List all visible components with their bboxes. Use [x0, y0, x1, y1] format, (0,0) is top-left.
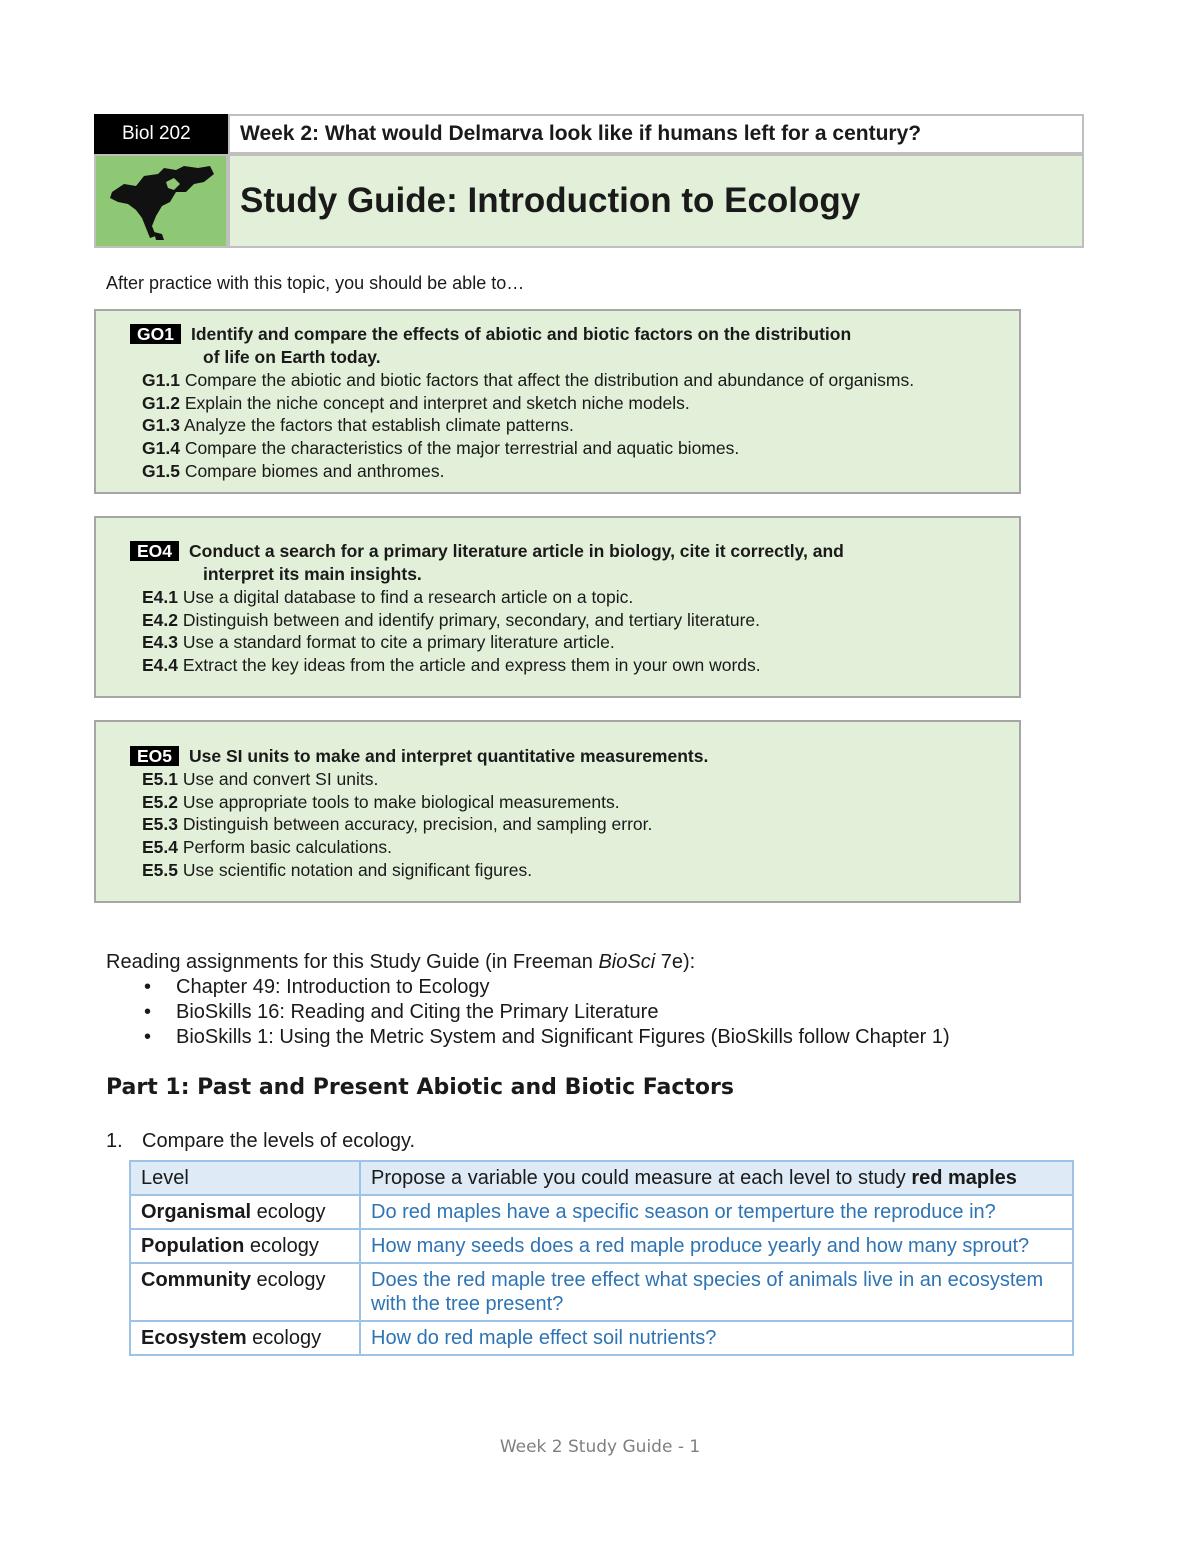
objective-heading [130, 323, 990, 369]
answer-cell[interactable]: Does the red maple tree effect what species of animals live in an ecosystem with the tree present? [360, 1263, 1073, 1321]
map-image [94, 154, 228, 248]
intro-text: After practice with this topic, you should be able to… [106, 273, 525, 293]
objective-heading-line1: Identify and compare the effects of abiotic and biotic factors on the distribution [190, 324, 852, 344]
list-item: E5.2 Use appropriate tools to make biological measurements. [142, 791, 620, 812]
objective-badge: EO4 [130, 541, 179, 561]
question-1 [106, 1130, 415, 1153]
objective-heading [130, 745, 990, 768]
list-item: E5.1 Use and convert SI units. [142, 769, 379, 789]
objective-box-eo4 [94, 516, 1021, 698]
answer-cell[interactable]: Do red maples have a specific season or temperture the reproduce in? [360, 1195, 1073, 1229]
list-item: G1.3 Analyze the factors that establish climate patterns. [142, 415, 574, 436]
objective-items [142, 369, 914, 483]
list-item: G1.5 Compare biomes and anthromes. [142, 460, 445, 481]
week-question: Week 2: What would Delmarva look like if humans left for a century? [228, 114, 1084, 154]
objective-heading-line2: of life on Earth today. [203, 347, 381, 367]
header-table [94, 114, 1084, 248]
objective-items [142, 768, 652, 882]
list-item: E5.3 Distinguish between accuracy, precision, and sampling error. [142, 814, 653, 835]
objective-heading-line1: Use SI units to make and interpret quantitative measurements. [189, 746, 709, 766]
reading-intro: Reading assignments for this Study Guide (in Freeman BioSci 7e): [106, 951, 696, 973]
list-item: E4.4 Extract the key ideas from the article and express them in your own words. [142, 655, 761, 676]
list-item: E4.1 Use a digital database to find a research article on a topic. [142, 587, 634, 607]
reading-list [106, 975, 950, 1050]
objective-heading-line1: Conduct a search for a primary literature article in biology, cite it correctly, and [189, 541, 844, 561]
table-row [130, 1195, 1073, 1229]
level-cell: Ecosystem ecology [130, 1321, 360, 1355]
course-code: Biol 202 [94, 114, 228, 154]
objective-items [142, 586, 761, 677]
level-cell: Community ecology [130, 1263, 360, 1321]
list-item: • BioSkills 16: Reading and Citing the Primary Literature [106, 1000, 950, 1025]
list-item: G1.4 Compare the characteristics of the major terrestrial and aquatic biomes. [142, 438, 740, 459]
objective-box-eo5 [94, 720, 1021, 903]
objective-heading-line2: interpret its main insights. [203, 564, 422, 584]
list-item: E5.5 Use scientific notation and significant figures. [142, 859, 533, 880]
list-item: • Chapter 49: Introduction to Ecology [106, 975, 950, 1000]
column-header-prompt: Propose a variable you could measure at each level to study red maples [360, 1161, 1073, 1195]
reading-assignments [106, 950, 950, 1050]
section-heading: Part 1: Past and Present Abiotic and Biotic Factors [106, 1075, 734, 1100]
objective-box-go1 [94, 309, 1021, 494]
list-item: • BioSkills 1: Using the Metric System and Significant Figures (BioSkills follow Chapter 1) [106, 1025, 950, 1050]
list-item: E4.3 Use a standard format to cite a primary literature article. [142, 632, 615, 653]
page-title: Study Guide: Introduction to Ecology [228, 154, 1084, 248]
objective-badge: EO5 [130, 746, 179, 766]
list-item: E5.4 Perform basic calculations. [142, 837, 392, 858]
table-header-row [130, 1161, 1073, 1195]
column-header-level: Level [130, 1161, 360, 1195]
question-text: Compare the levels of ecology. [142, 1130, 416, 1152]
north-america-map-icon [106, 162, 218, 242]
question-number: 1. [106, 1130, 123, 1152]
table-row [130, 1263, 1073, 1321]
list-item: G1.2 Explain the niche concept and interpret and sketch niche models. [142, 392, 690, 413]
level-cell: Organismal ecology [130, 1195, 360, 1229]
objective-badge: GO1 [130, 324, 181, 344]
list-item: E4.2 Distinguish between and identify primary, secondary, and tertiary literature. [142, 609, 760, 630]
table-row [130, 1321, 1073, 1355]
answer-cell[interactable]: How many seeds does a red maple produce yearly and how many sprout? [360, 1229, 1073, 1263]
table-row [130, 1229, 1073, 1263]
list-item: G1.1 Compare the abiotic and biotic factors that affect the distribution and abundance of organisms. [142, 370, 915, 390]
objective-heading [130, 540, 990, 586]
ecology-levels-table [129, 1160, 1074, 1356]
answer-cell[interactable]: How do red maple effect soil nutrients? [360, 1321, 1073, 1355]
page-footer: Week 2 Study Guide - 1 [499, 1437, 701, 1457]
level-cell: Population ecology [130, 1229, 360, 1263]
